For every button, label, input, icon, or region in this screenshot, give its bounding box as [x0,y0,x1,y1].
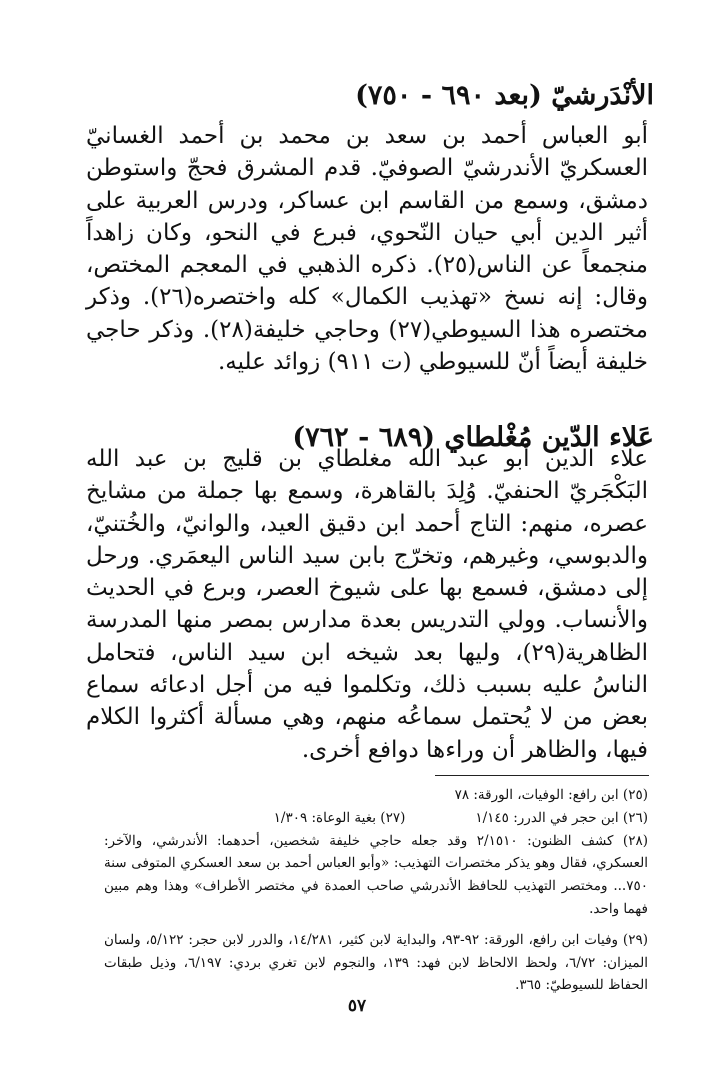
footnote-25: (٢٥) ابن رافع: الوفيات، الورقة: ٧٨ [454,787,648,803]
page-number: ٥٧ [347,996,367,1016]
footnote-28: (٢٨) كشف الظنون: ٢/١٥١٠ وقد جعله حاجي خليفة شخصين، أحدهما: الأندرشي، والآخر: العسكري، فقال وهو يذكر مختصرات التهذيب: «وأبو العباس أحمد بن سعد العسكري المتوفى سنة ٧٥٠... ومختصر التهذيب للحافظ الأندرشي صاحب العمدة في مختصر الأطراف» وهذا وهم مبين فهما واحد. [104,832,648,917]
footnote-29: (٢٩) وفيات ابن رافع، الورقة: ٩٢-٩٣، والبداية لابن كثير، ١٤/٢٨١، والدرر لابن حجر: ٥/١٢٢، ولسان الميزان: ٦/٧٢، ولحظ الالحاظ لابن فهد: ١٣٩، والنجوم لابن تغري بردي: ٦/١٩٧، وذيل طبقات الحفاظ للسيوطيّ: ٣٦٥. [104,931,649,994]
footnote-row-26-27 [104,807,648,830]
entry-body-andarashi: أبو العباس أحمد بن سعد بن محمد بن أحمد الغسانيّ العسكريّ الأندرشيّ الصوفيّ. قدم المشرق فحجّ واستوطن دمشق، وسمع من القاسم ابن عساكر، ودرس العربية على أثير الدين أبي حيان النّحوي، فبرع في النحو، وكان زاهداً منجمعاً عن الناس(٢٥). ذكره الذهبي في المعجم المختص، وقال: إنه نسخ «تهذيب الكمال» كله واختصره(٢٦). وذكر مختصره هذا السيوطي(٢٧) وحاجي خليفة(٢٨). وذكر حاجي خليفة أيضاً أنّ للسيوطي (ت ٩١١) زوائد عليه. [86,123,649,376]
entry-heading-mughaltai: عَلاء الدّين مُغْلطاي (٦٨٩ - ٧٦٢) [292,422,654,453]
entry-heading-andarashi: الأنْدَرشيّ (بعد ٦٩٠ - ٧٥٠) [355,80,654,111]
footnote-27: (٢٧) بغية الوعاة: ١/٣٠٩ [273,809,406,826]
footnotes [104,784,648,997]
footnote-26: (٢٦) ابن حجر في الدرر: ١/١٤٥ [475,809,648,826]
entry-body-mughaltai: علاء الدين أبو عبد الله مغلطاي بن قليج بن عبد الله البَكْجَريّ الحنفيّ. وُلِدَ بالقاهرة، وسمع بها جملة من مشايخ عصره، منهم: التاج أحمد ابن دقيق العيد، والوانيّ، والخُتنيّ، والدبوسي، وغيرهم، وتخرّج بابن سيد الناس اليعمَري. ورحل إلى دمشق، فسمع بها على شيوخ العصر، وبرع في الحديث والأنساب. وولي التدريس بعدة مدارس بمصر منها المدرسة الظاهرية(٢٩)، وليها بعد شيخه ابن سيد الناس، فتحامل الناسُ عليه بسبب ذلك، وتكلموا فيه من أجل ادعائه سماع بعض من لا يُحتمل سماعُه منهم، وهي مسألة أكثروا الكلام فيها، والظاهر أن وراءها دوافع أخرى. [86,446,648,763]
footnote-divider [435,775,649,776]
